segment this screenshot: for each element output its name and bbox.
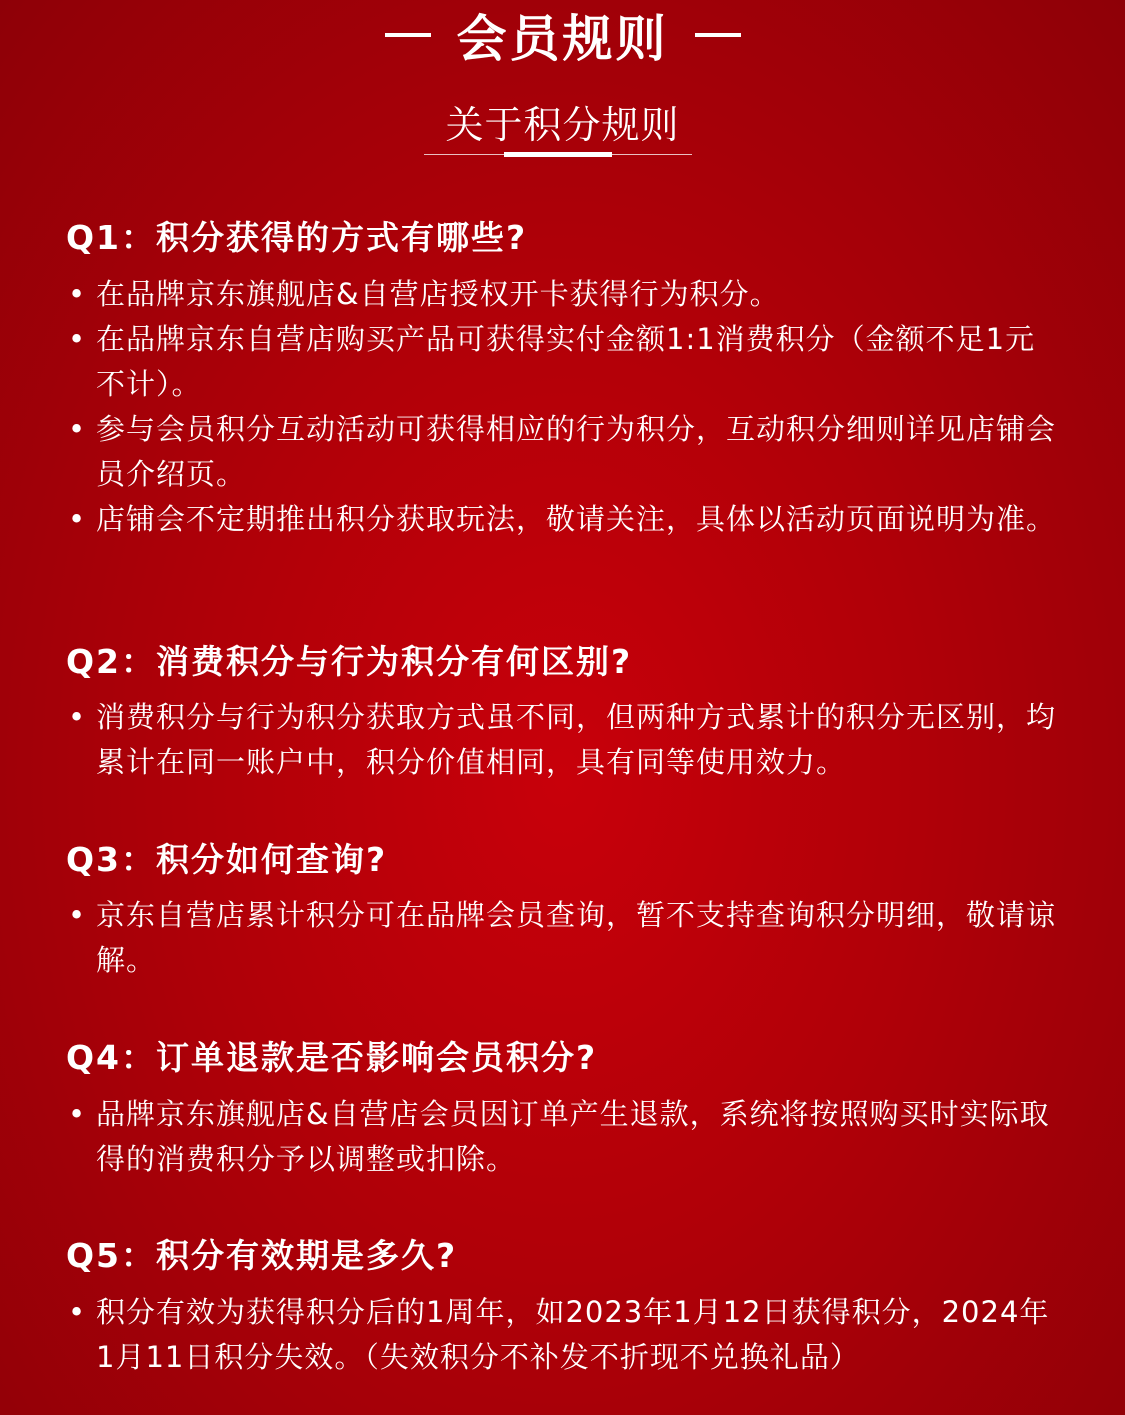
answer-text: 在品牌京东旗舰店&自营店授权开卡获得行为积分。 xyxy=(96,277,780,311)
section-subtitle: 关于积分规则 xyxy=(445,103,680,147)
answer-item xyxy=(66,1092,1056,1182)
answer-text: 品牌京东旗舰店&自营店会员因订单产生退款，系统将按照购买时实际取得的消费积分予以调整或扣除。 xyxy=(96,1097,1050,1176)
answer-item xyxy=(66,317,1056,407)
question-q5: Q5：积分有效期是多久? xyxy=(66,1236,458,1275)
question-q2: Q2：消费积分与行为积分有何区别? xyxy=(66,642,633,681)
bullet-icon: • xyxy=(68,277,87,311)
question-q4: Q4：订单退款是否影响会员积分? xyxy=(66,1038,598,1077)
answer-text: 积分有效为获得积分后的1周年，如2023年1月12日获得积分，2024年1月11日积分失效。（失效积分不补发不折现不兑换礼品） xyxy=(96,1295,1050,1374)
answer-item xyxy=(66,695,1056,785)
bullet-icon: • xyxy=(68,412,87,446)
bullet-icon: • xyxy=(68,1097,87,1131)
answer-item xyxy=(66,272,1056,317)
answer-text: 在品牌京东自营店购买产品可获得实付金额1:1消费积分（金额不足1元不计）。 xyxy=(96,322,1036,401)
question-q3: Q3：积分如何查询? xyxy=(66,840,388,879)
page-title-text: 会员规则 xyxy=(456,10,669,68)
answer-item xyxy=(66,407,1056,497)
answer-text: 店铺会不定期推出积分获取玩法，敬请关注，具体以活动页面说明为准。 xyxy=(96,502,1057,536)
answer-text: 京东自营店累计积分可在品牌会员查询，暂不支持查询积分明细，敬请谅解。 xyxy=(96,898,1057,977)
answer-item xyxy=(66,1290,1056,1380)
answer-text: 参与会员积分互动活动可获得相应的行为积分，互动积分细则详见店铺会员介绍页。 xyxy=(96,412,1057,491)
answer-text: 消费积分与行为积分获取方式虽不同，但两种方式累计的积分无区别，均累计在同一账户中，积分价值相同，具有同等使用效力。 xyxy=(96,700,1057,779)
bullet-icon: • xyxy=(68,502,87,536)
subtitle-underline-accent xyxy=(504,152,612,157)
bullet-icon: • xyxy=(68,1295,87,1329)
title-dash-left xyxy=(385,33,431,37)
question-q1: Q1：积分获得的方式有哪些? xyxy=(66,218,528,257)
title-dash-right xyxy=(695,33,741,37)
bullet-icon: • xyxy=(68,322,87,356)
answer-item xyxy=(66,497,1056,542)
answer-item xyxy=(66,893,1056,983)
page-title xyxy=(0,0,1125,70)
bullet-icon: • xyxy=(68,898,87,932)
bullet-icon: • xyxy=(68,700,87,734)
